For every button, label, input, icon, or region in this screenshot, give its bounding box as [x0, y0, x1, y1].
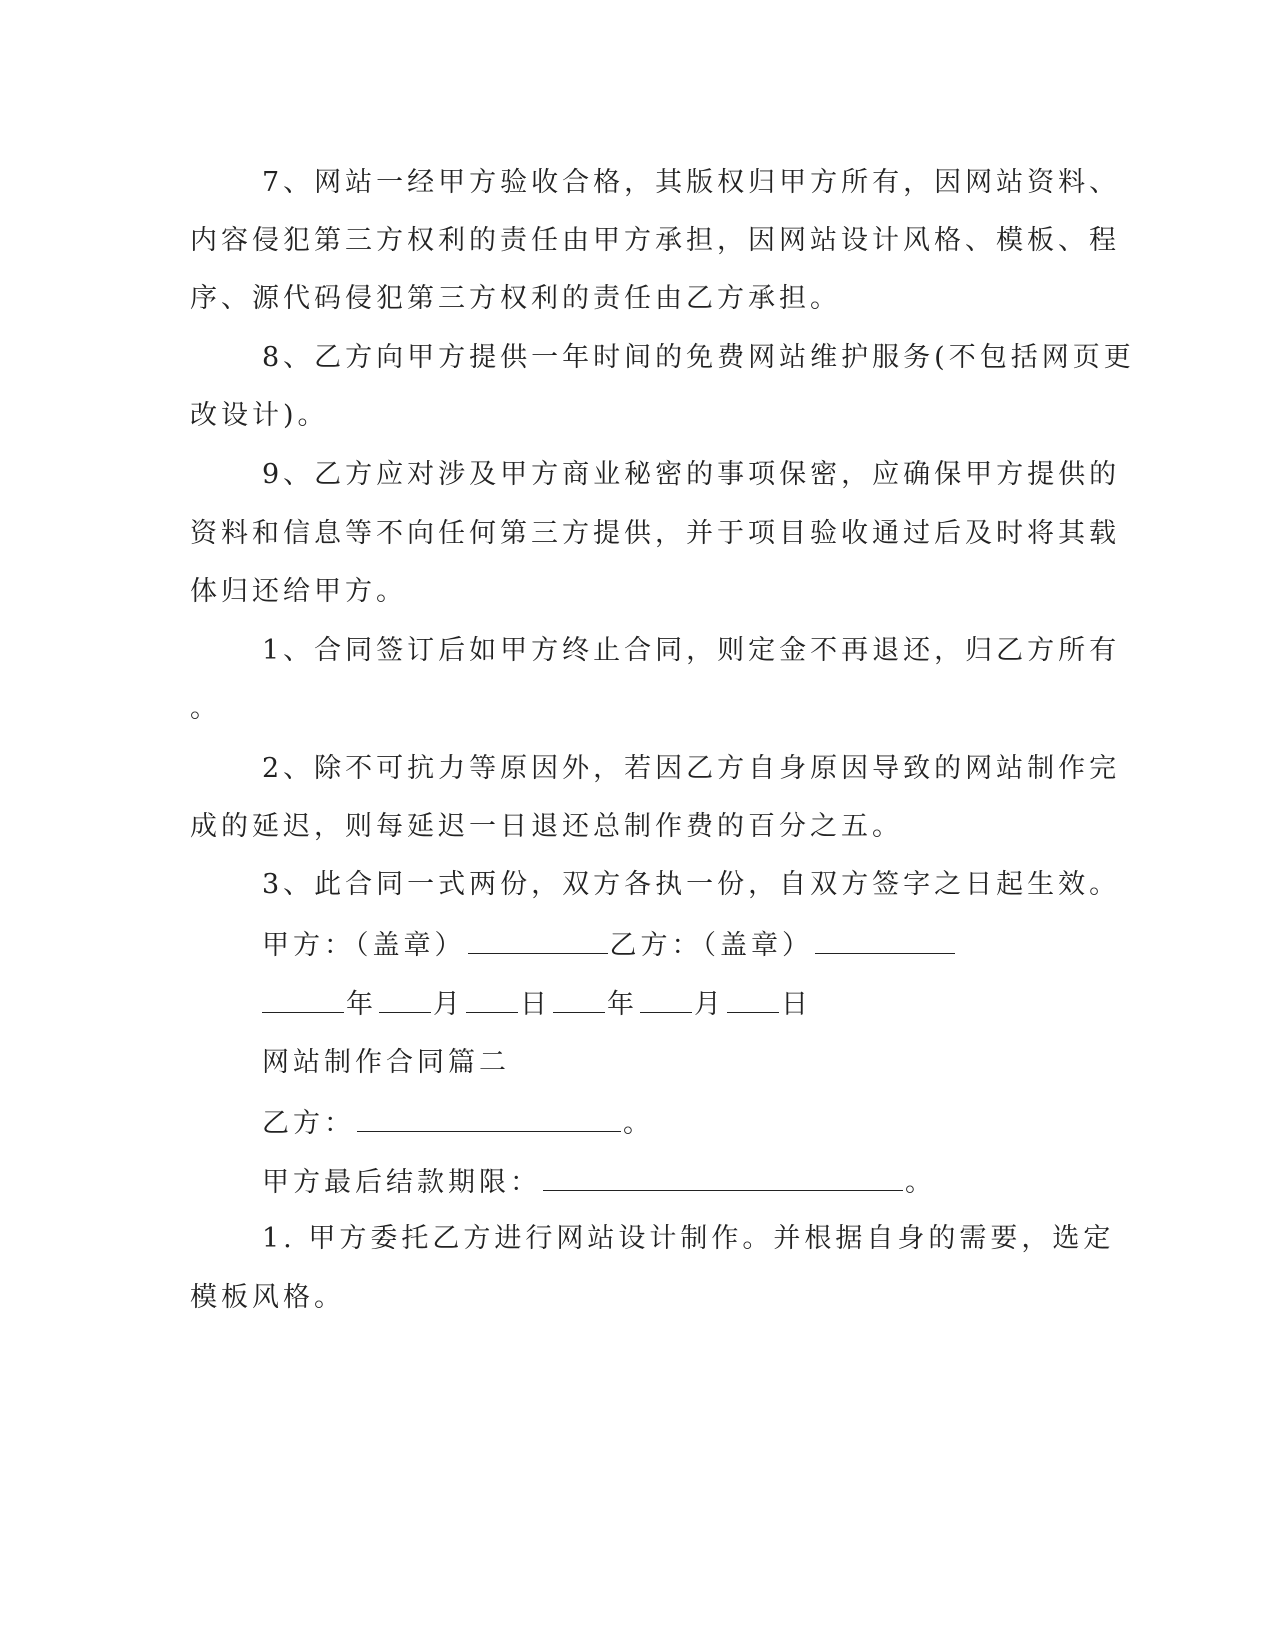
party-b-name-blank [357, 1105, 621, 1132]
clause-8-line-2: 改设计)。 [190, 400, 329, 431]
term-3-line-1: 3、此合同一式两份，双方各执一份，自双方签字之日起生效。 [262, 869, 1121, 900]
clause-7-line-2: 内容侵犯第三方权利的责任由甲方承担，因网站设计风格、模板、程 [190, 225, 1120, 256]
item-1-line-2: 模板风格。 [190, 1282, 345, 1313]
payment-deadline-line [262, 1164, 936, 1200]
clause-9-line-2: 资料和信息等不向任何第三方提供，并于项目验收通过后及时将其载 [190, 518, 1120, 549]
clause-7-line-3: 序、源代码侵犯第三方权利的责任由乙方承担。 [190, 283, 841, 314]
signature-line [262, 927, 957, 963]
day-blank-a [466, 986, 518, 1013]
year-label-a: 年 [346, 989, 377, 1020]
year-blank-b [553, 986, 605, 1013]
clause-7-line-1: 7、网站一经甲方验收合格，其版权归甲方所有，因网站资料、 [262, 167, 1121, 198]
term-1-line-1: 1、合同签订后如甲方终止合同，则定金不再退还，归乙方所有 [262, 635, 1121, 666]
payment-deadline-label: 甲方最后结款期限： [262, 1167, 541, 1198]
term-2-line-1: 2、除不可抗力等原因外，若因乙方自身原因导致的网站制作完 [262, 753, 1121, 784]
date-line [262, 986, 812, 1022]
party-b-line-end: 。 [623, 1108, 654, 1139]
party-a-signature-blank [468, 927, 608, 954]
party-b-line [262, 1105, 654, 1141]
year-label-b: 年 [607, 989, 638, 1020]
clause-8-line-1: 8、乙方向甲方提供一年时间的免费网站维护服务(不包括网页更 [262, 342, 1135, 373]
month-label-b: 月 [694, 989, 725, 1020]
party-b-label: 乙方：（盖章） [609, 930, 813, 961]
party-b-signature-blank [815, 927, 955, 954]
day-label-a: 日 [520, 989, 551, 1020]
payment-deadline-blank [543, 1164, 903, 1191]
day-blank-b [727, 986, 779, 1013]
month-blank-b [640, 986, 692, 1013]
clause-9-line-1: 9、乙方应对涉及甲方商业秘密的事项保密，应确保甲方提供的 [262, 459, 1121, 490]
clause-9-line-3: 体归还给甲方。 [190, 576, 407, 607]
payment-deadline-end: 。 [905, 1167, 936, 1198]
party-a-label: 甲方：（盖章） [262, 930, 466, 961]
term-1-line-2: 。 [190, 693, 221, 724]
section-heading: 网站制作合同篇二 [262, 1047, 510, 1078]
term-2-line-2: 成的延迟，则每延迟一日退还总制作费的百分之五。 [190, 811, 903, 842]
item-1-line-1: 1. 甲方委托乙方进行网站设计制作。并根据自身的需要，选定 [262, 1223, 1115, 1254]
year-blank-a [262, 986, 344, 1013]
day-label-b: 日 [781, 989, 812, 1020]
party-b-name-label: 乙方： [262, 1108, 355, 1139]
month-blank-a [379, 986, 431, 1013]
month-label-a: 月 [433, 989, 464, 1020]
